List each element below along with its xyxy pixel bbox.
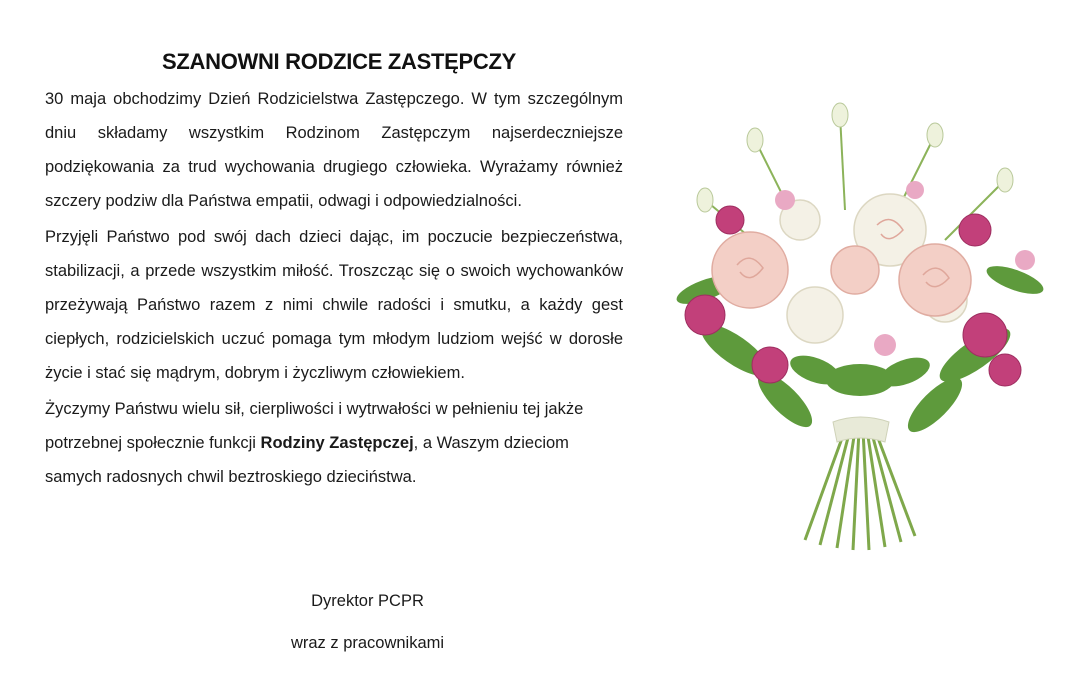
signature-staff: wraz z pracownikami	[290, 634, 445, 652]
letter-body	[45, 82, 623, 496]
bouquet-ribbon	[833, 417, 889, 442]
flower-bouquet-image	[645, 100, 1065, 560]
bouquet-stems	[805, 430, 915, 550]
paragraph-thanks: Przyjęli Państwo pod swój dach dzieci dając, im poczucie bezpieczeństwa, stabilizacji, a przede wszystkim miłość. Troszcząc się o swoich wychowanków przeżywają Państwo razem z nimi chwile radości i smutku, a każdy gest ciepłych, rodzicielskich uczuć pomaga tym młodym ludziom wejść w dorosłe życie i stać się mądrym, dobrym i życzliwym człowiekiem.	[45, 228, 623, 382]
wishes-text-end: , a Waszym dzieciom samych radosnych chwil beztroskiego dzieciństwa.	[45, 434, 569, 486]
wishes-emphasis: Rodziny Zastępczej	[260, 434, 414, 452]
pink-roses	[712, 232, 971, 316]
paragraph-wishes	[45, 392, 623, 494]
signature-title: Dyrektor PCPR	[311, 592, 424, 610]
bouquet-buds	[697, 103, 1013, 212]
letter-title: SZANOWNI RODZICE ZASTĘPCZY	[162, 48, 516, 74]
wishes-text-start: Życzymy Państwu wielu sił, cierpliwości i wytrwałości w pełnieniu tej jakże potrzebnej społecznie funkcji	[45, 400, 584, 452]
paragraph-greeting: 30 maja obchodzimy Dzień Rodzicielstwa Zastępczego. W tym szczególnym dniu składamy wszystkim Rodzinom Zastępczym najserdeczniejsze podziękowania za trud wychowania drugiego człowieka. Wyrażamy również szczery podziw dla Państwa empatii, odwagi i odpowiedzialności.	[45, 90, 623, 210]
